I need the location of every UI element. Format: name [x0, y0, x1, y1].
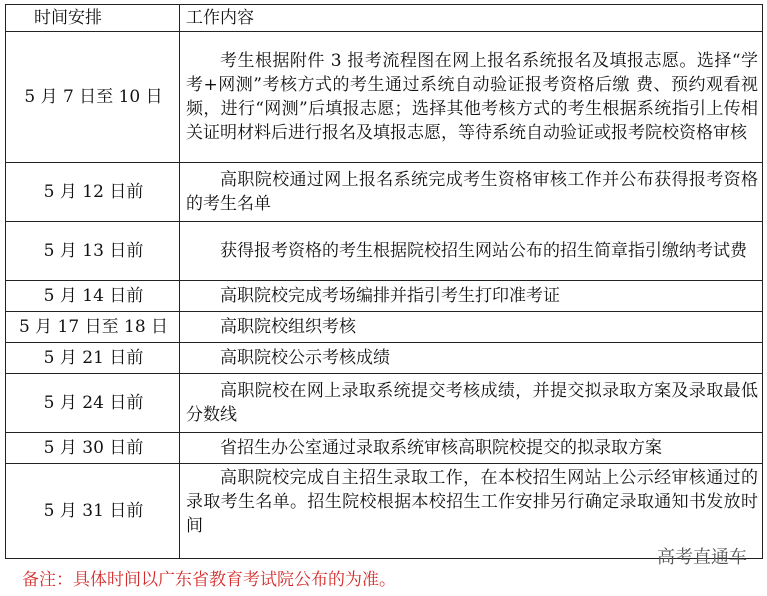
table-row — [6, 222, 763, 281]
header-content: 工作内容 — [180, 5, 763, 32]
row-content: 高职院校完成自主招生录取工作，在本校招生网站上公示经审核通过的录取考生名单。招生院校根据本校招生工作安排另行确定录取通知书发放时间 — [180, 464, 763, 559]
table-row — [6, 281, 763, 312]
row-content: 高职院校在网上录取系统提交考核成绩，并提交拟录取方案及录取最低分数线 — [180, 374, 763, 433]
table-row — [6, 32, 763, 163]
table-row — [6, 343, 763, 374]
table-row — [6, 433, 763, 464]
row-content: 高职院校组织考核 — [180, 312, 763, 343]
footnote: 备注：具体时间以广东省教育考试院公布的为准。 — [22, 570, 396, 590]
schedule-table — [5, 4, 763, 559]
header-time: 时间安排 — [6, 5, 180, 32]
row-content: 省招生办公室通过录取系统审核高职院校提交的拟录取方案 — [180, 433, 763, 464]
row-content: 考生根据附件 3 报考流程图在网上报名系统报名及填报志愿。选择“学考+网测”考核方式的考生通过系统自动验证报考资格后缴 费、预约观看视频，进行“网测”后填报志愿；选择其他考核方式的考生根据系统指引上传相关证明材料后进行报名及填报志愿，等待系统自动验证或报考院校资格审核 — [180, 32, 763, 163]
watermark: 高考直通车 — [657, 547, 747, 568]
row-time: 5 月 13 日前 — [6, 222, 180, 281]
table-header-row — [6, 5, 763, 32]
row-time: 5 月 31 日前 — [6, 464, 180, 559]
row-time: 5 月 14 日前 — [6, 281, 180, 312]
row-content: 高职院校通过网上报名系统完成考生资格审核工作并公布获得报考资格的考生名单 — [180, 163, 763, 222]
row-time: 5 月 17 日至 18 日 — [6, 312, 180, 343]
row-time: 5 月 24 日前 — [6, 374, 180, 433]
row-time: 5 月 30 日前 — [6, 433, 180, 464]
row-content: 获得报考资格的考生根据院校招生网站公布的招生简章指引缴纳考试费 — [180, 222, 763, 281]
table-row — [6, 312, 763, 343]
row-time: 5 月 21 日前 — [6, 343, 180, 374]
table-row — [6, 163, 763, 222]
table-row — [6, 464, 763, 559]
table-row — [6, 374, 763, 433]
row-time: 5 月 12 日前 — [6, 163, 180, 222]
row-content: 高职院校完成考场编排并指引考生打印准考证 — [180, 281, 763, 312]
row-content: 高职院校公示考核成绩 — [180, 343, 763, 374]
row-time: 5 月 7 日至 10 日 — [6, 32, 180, 163]
